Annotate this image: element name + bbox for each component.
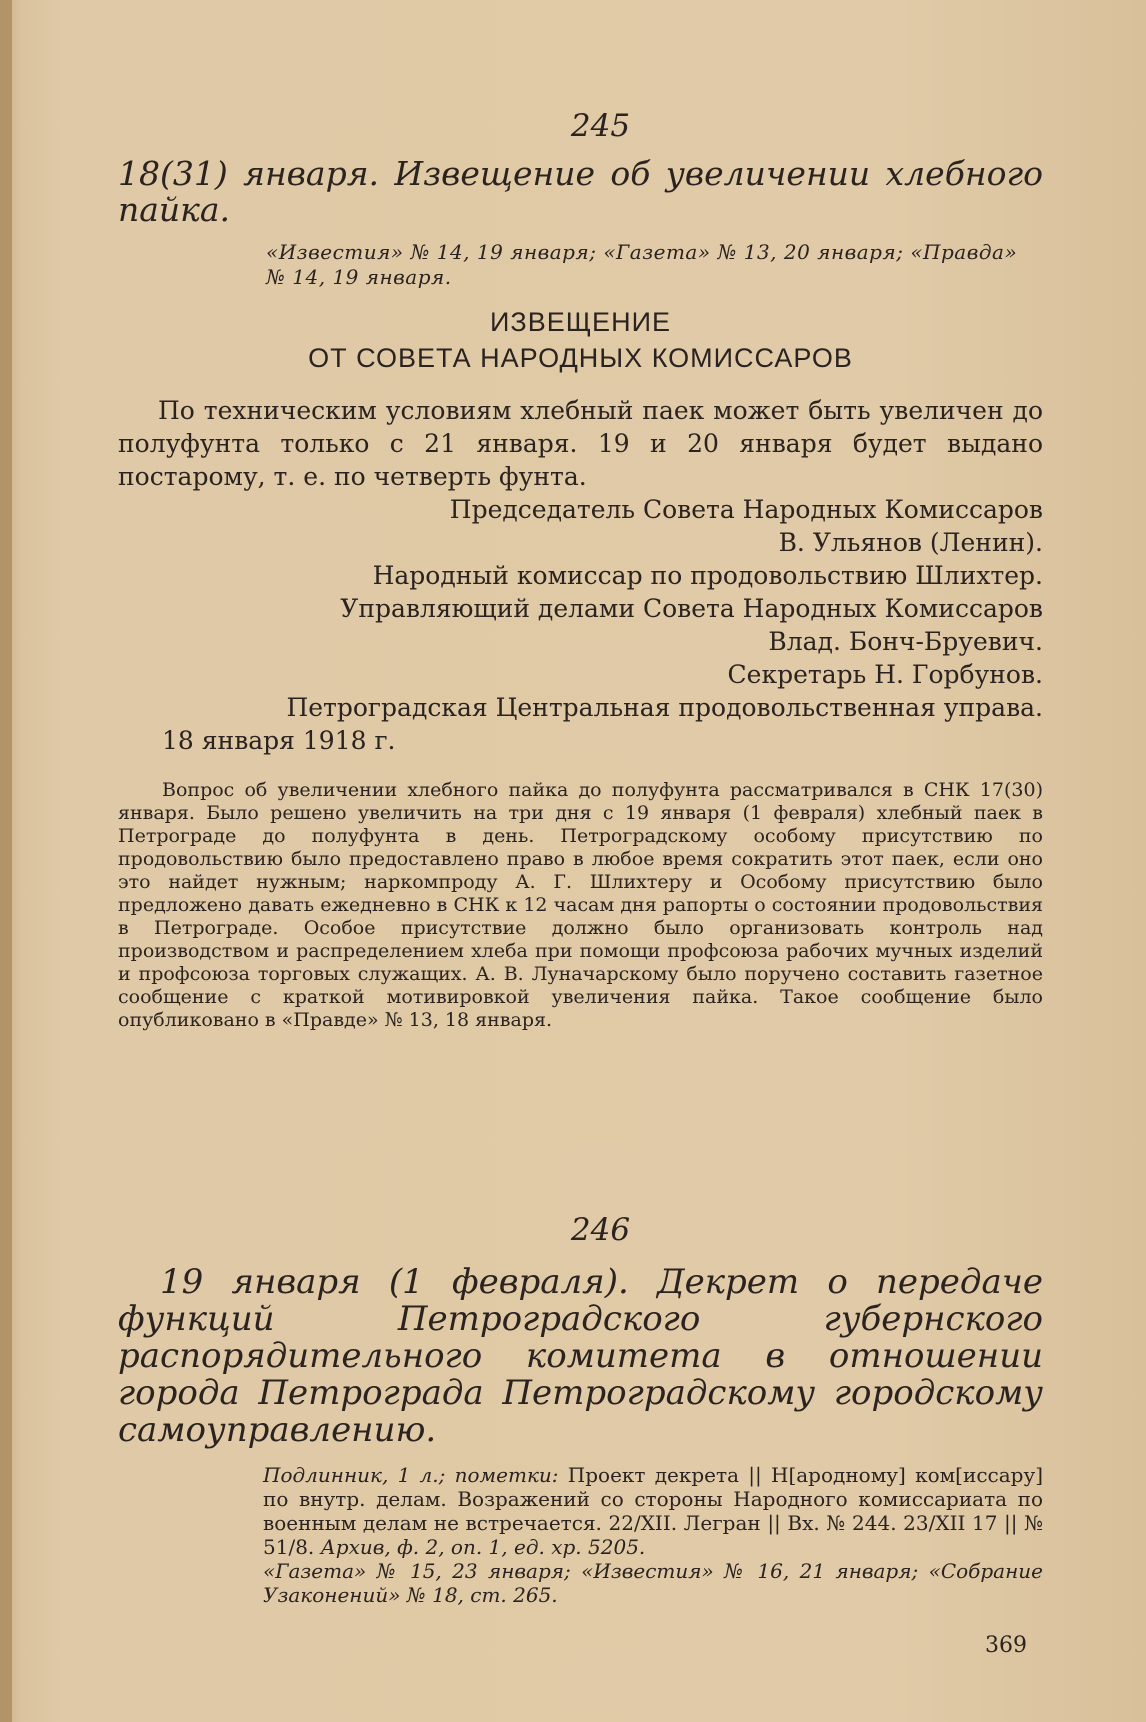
signature-line: Секретарь Н. Горбунов. (727, 660, 1043, 689)
signature-line: Петроградская Центральная продовольственная управа. (286, 693, 1043, 722)
document-title-line-2: ОТ СОВЕТА НАРОДНЫХ КОМИССАРОВ (308, 343, 853, 373)
page-number: 369 (985, 1633, 1027, 1658)
source-reference: «Известия» № 14, 19 января; «Газета» № 13, 20 января; «Правда» № 14, 19 января. (266, 240, 1018, 289)
document-number: 246 (570, 1212, 631, 1248)
document-246 (118, 1212, 1043, 1607)
archive-reference (118, 1463, 1043, 1559)
page-edge (0, 0, 12, 1722)
signature-line: Управляющий делами Совета Народных Комиссаров (340, 594, 1043, 623)
publication-reference: «Газета» № 15, 23 января; «Известия» № 16, 21 января; «Собрание Узаконений» № 18, ст. 265. (263, 1559, 1043, 1607)
archive-text: Проект декрета || Н[ародному] ком[иссару] по внутр. делам. Возражений со стороны Народного комиссариата по военным делам не встречается. 22/XII. Легран || Вх. № 244. 23/XII 17 || № 51/8. (263, 1463, 1044, 1559)
document-heading: 19 января (1 февраля). Декрет о передаче функций Петроградского губернского распорядительного комитета в отношении города Петрограда Петроградскому городскому самоуправлению. (118, 1262, 1043, 1450)
document-245 (118, 108, 1043, 1032)
document-body: По техническим условиям хлебный паек может быть увеличен до полуфунта только с 21 января. 19 и 20 января будет выдано постарому, т. е. по четверть фунта. (118, 396, 1043, 491)
editorial-note: Вопрос об увеличении хлебного пайка до полуфунта рассматривался в СНК 17(30) января. Было решено увеличить на три дня с 19 января (1 февраля) хлебный паек в Петрограде до полуфунта в день. Петроградскому особому присутствию по продовольствию было предоставлено право в любое время сократить этот паек, если оно это найдет нужным; наркомпроду А. Г. Шлихтеру и Особому присутствию было предложено давать ежедневно в СНК к 12 часам дня рапорты о состоянии продовольствия в Петрограде. Особое присутствие должно было организовать контроль над производством и распределением хлеба при помощи профсоюза рабочих мучных изделий и профсоюза торговых служащих. А. В. Луначарскому было поручено составить газетное сообщение с краткой мотивировкой увеличения пайка. Такое сообщение было опубликовано в «Правде» № 13, 18 января. (118, 779, 1043, 1031)
signature-line: Народный комиссар по продовольствию Шлихтер. (372, 561, 1043, 590)
archive-ref: Архив, ф. 2, оп. 1, ед. хр. 5205. (320, 1535, 646, 1559)
document-date: 18 января 1918 г. (162, 726, 396, 755)
document-heading: 18(31) января. Извещение об увеличении хлебного пайка. (118, 154, 1043, 229)
signature-line: В. Ульянов (Ленин). (778, 528, 1043, 557)
signature-line: Влад. Бонч-Бруевич. (768, 627, 1043, 656)
document-number: 245 (570, 108, 631, 144)
archive-label: Подлинник, 1 л.; пометки: (263, 1463, 559, 1487)
document-title-line-1: ИЗВЕЩЕНИЕ (490, 307, 671, 337)
signature-line: Председатель Совета Народных Комиссаров (449, 495, 1043, 524)
